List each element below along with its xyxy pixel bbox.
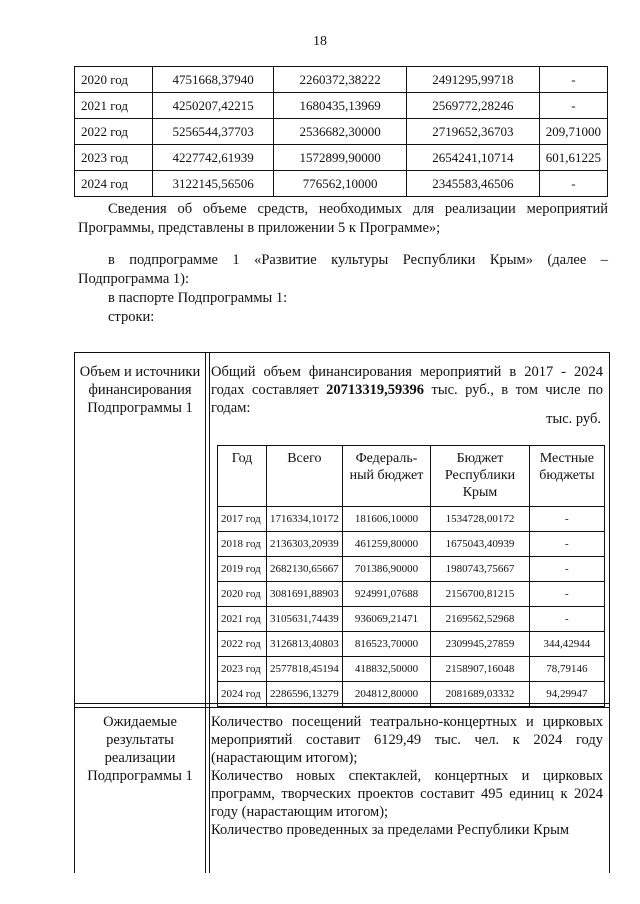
table-cell: 924991,07688 — [342, 582, 430, 607]
table-cell: 4227742,61939 — [152, 145, 273, 171]
table-row — [218, 582, 605, 607]
table-row — [218, 532, 605, 557]
paragraph-rows: строки: — [108, 309, 155, 325]
table-row — [75, 67, 608, 93]
table-row — [75, 93, 608, 119]
funding-text-post: тыс. руб., в том числе по годам: — [211, 382, 603, 416]
column-header: Год — [218, 446, 267, 507]
result-item: Количество новых спектаклей, концертных и цирковых программ, творческих проектов составит 495 единиц к 2024 году (нарастающим итогом); — [211, 768, 603, 820]
table-cell: 1680435,13969 — [274, 93, 407, 119]
table-cell: 2682130,65667 — [267, 557, 343, 582]
table-cell: - — [529, 532, 604, 557]
paragraph-subprogram-line1: в подпрограмме 1 «Развитие культуры Республики Крым» (далее – — [108, 252, 608, 268]
table-cell: 2286596,13279 — [267, 682, 343, 707]
column-header: Бюджет Республики Крым — [431, 446, 530, 507]
table-cell: 2023 год — [218, 657, 267, 682]
table-cell: 1572899,90000 — [274, 145, 407, 171]
table-cell: - — [539, 67, 607, 93]
table-cell: 78,79146 — [529, 657, 604, 682]
table-cell: 2536682,30000 — [274, 119, 407, 145]
table-cell: - — [539, 93, 607, 119]
table-cell: 204812,80000 — [342, 682, 430, 707]
funding-by-year-table — [217, 445, 605, 707]
table-row — [75, 171, 608, 197]
table-cell: 1980743,75667 — [431, 557, 530, 582]
table-row — [218, 632, 605, 657]
column-divider — [205, 353, 210, 873]
funding-label: Объем и источники финансирования Подпрограммы 1 — [79, 364, 201, 416]
paragraph-passport: в паспорте Подпрограммы 1: — [108, 290, 288, 306]
table-cell: 2018 год — [218, 532, 267, 557]
table-cell: 816523,70000 — [342, 632, 430, 657]
table-cell: 936069,21471 — [342, 607, 430, 632]
result-item: Количество проведенных за пределами Республики Крым — [211, 822, 569, 838]
column-header: Местные бюджеты — [529, 446, 604, 507]
column-header: Федераль-ный бюджет — [342, 446, 430, 507]
table-cell: 2719652,36703 — [407, 119, 540, 145]
table-cell: - — [529, 607, 604, 632]
table-cell: 2491295,99718 — [407, 67, 540, 93]
table-cell: 2569772,28246 — [407, 93, 540, 119]
paragraph-subprogram-line2: Подпрограмма 1): — [78, 271, 189, 287]
table-cell: 94,29947 — [529, 682, 604, 707]
paragraph-appendix-note-line1: Сведения об объеме средств, необходимых для реализации мероприятий — [108, 201, 608, 217]
table-cell: 1534728,00172 — [431, 507, 530, 532]
table-row — [218, 657, 605, 682]
table-cell: - — [539, 171, 607, 197]
table-cell: 181606,10000 — [342, 507, 430, 532]
table-cell: 2309945,27859 — [431, 632, 530, 657]
table-cell: 2022 год — [75, 119, 153, 145]
table-cell: 776562,10000 — [274, 171, 407, 197]
table-cell: 5256544,37703 — [152, 119, 273, 145]
table-cell: 418832,50000 — [342, 657, 430, 682]
table-cell: 3081691,88903 — [267, 582, 343, 607]
table-cell: 2345583,46506 — [407, 171, 540, 197]
table-cell: 3126813,40803 — [267, 632, 343, 657]
table-cell: 2156700,81215 — [431, 582, 530, 607]
results-label: Ожидаемые результаты реализации Подпрограммы 1 — [87, 714, 193, 784]
table-cell: 209,71000 — [539, 119, 607, 145]
table-cell: 2577818,45194 — [267, 657, 343, 682]
results-text — [211, 713, 603, 839]
table-cell: 4250207,42215 — [152, 93, 273, 119]
table-cell: 2260372,38222 — [274, 67, 407, 93]
table-cell: 2136303,20939 — [267, 532, 343, 557]
table-cell: 2654241,10714 — [407, 145, 540, 171]
table-cell: 2021 год — [75, 93, 153, 119]
table-row — [218, 607, 605, 632]
column-header: Всего — [267, 446, 343, 507]
table-row — [218, 682, 605, 707]
table-cell: - — [529, 507, 604, 532]
page-number: 18 — [313, 34, 327, 49]
table-cell: 2020 год — [218, 582, 267, 607]
table-cell: 1716334,10172 — [267, 507, 343, 532]
table-cell: 2024 год — [75, 171, 153, 197]
table-cell: 344,42944 — [529, 632, 604, 657]
table-cell: 2020 год — [75, 67, 153, 93]
table-cell: 2158907,16048 — [431, 657, 530, 682]
table-row — [75, 119, 608, 145]
table-cell: 701386,90000 — [342, 557, 430, 582]
table-cell: 2017 год — [218, 507, 267, 532]
table-cell: 4751668,37940 — [152, 67, 273, 93]
table-cell: 3122145,56506 — [152, 171, 273, 197]
table-cell: 2081689,03332 — [431, 682, 530, 707]
table-row — [218, 507, 605, 532]
table-cell: 601,61225 — [539, 145, 607, 171]
units-label: тыс. руб. — [546, 411, 601, 427]
table-cell: 2022 год — [218, 632, 267, 657]
table-cell: 1675043,40939 — [431, 532, 530, 557]
result-item: Количество посещений театрально-концертных и цирковых мероприятий составит 6129,49 тыс. чел. к 2024 году (нарастающим итогом); — [211, 714, 603, 766]
paragraph-appendix-note-line2: Программы, представлены в приложении 5 к Программе»; — [78, 220, 441, 236]
table-cell: - — [529, 557, 604, 582]
table-cell: 461259,80000 — [342, 532, 430, 557]
funding-total: 20713319,59396 — [326, 382, 425, 398]
table-cell: 2169562,52968 — [431, 607, 530, 632]
table-cell: 2021 год — [218, 607, 267, 632]
funding-text-pre: Общий объем финансирования мероприятий в 2017 - 2024 годах составляет — [211, 364, 603, 398]
table-cell: 2019 год — [218, 557, 267, 582]
table-cell: - — [529, 582, 604, 607]
table-cell: 3105631,74439 — [267, 607, 343, 632]
passport-table — [74, 352, 610, 873]
table-row — [75, 145, 608, 171]
table-cell: 2024 год — [218, 682, 267, 707]
funding-continuation-table — [74, 66, 608, 197]
funding-text — [211, 363, 603, 417]
table-cell: 2023 год — [75, 145, 153, 171]
table-row — [218, 557, 605, 582]
